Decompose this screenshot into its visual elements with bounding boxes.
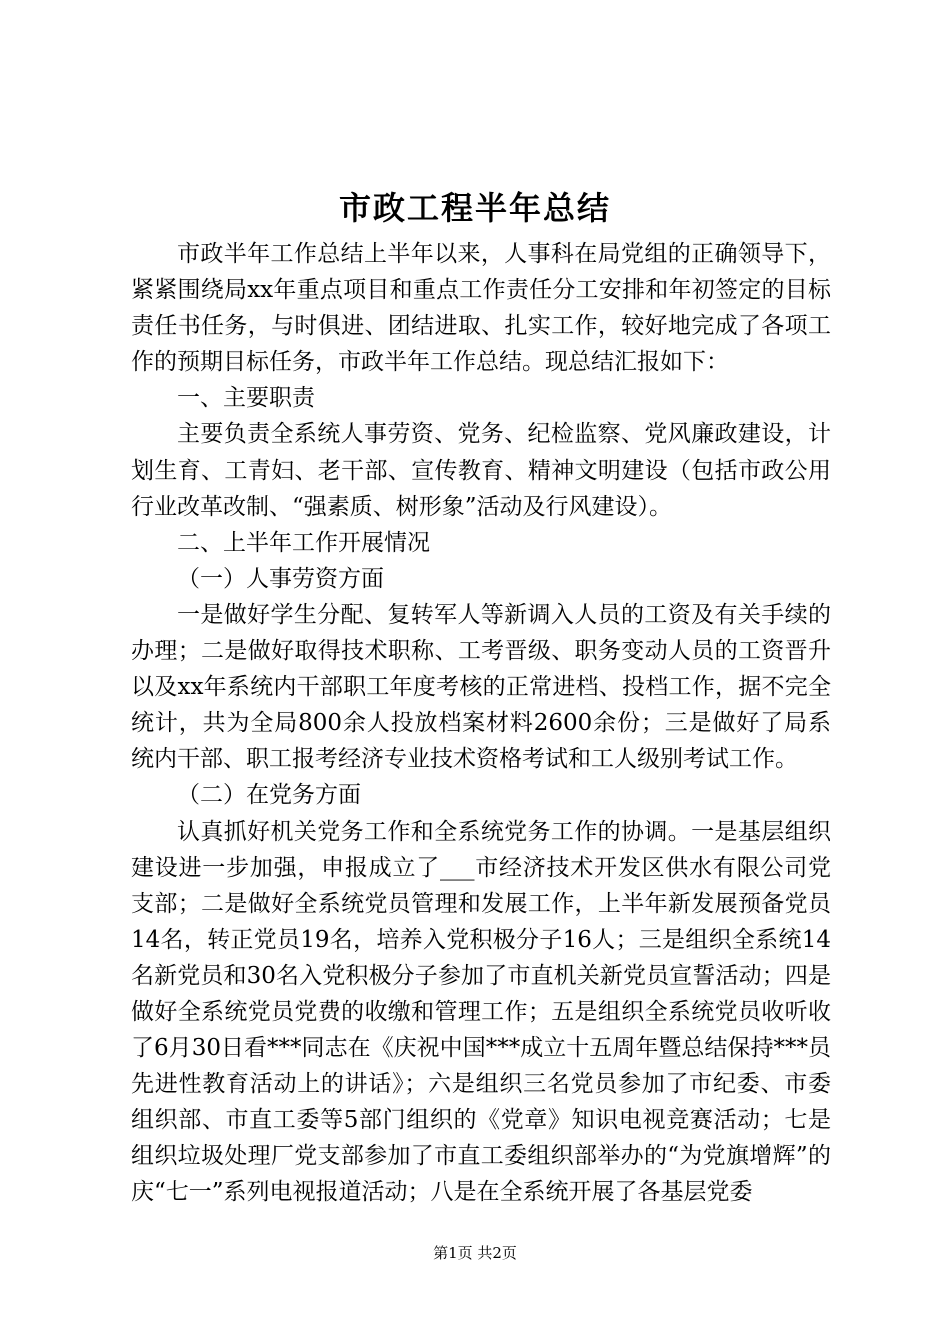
- section-heading-progress: 二、上半年工作开展情况: [177, 529, 430, 556]
- page-number-footer: 第1页 共2页: [433, 1244, 517, 1262]
- subsection-heading-personnel: （一）人事劳资方面: [177, 565, 384, 592]
- subsection-heading-party: （二）在党务方面: [177, 782, 361, 809]
- paragraph-party: 认真抓好机关党务工作和全系统党务工作的协调。一是基层组织建设进一步加强，申报成立了___市经济技术开发区供水有限公司党支部；二是做好全系统党员管理和发展工作，上半年新发展预备党员14名，转正党员19名，培养入党积极分子16人；三是组织全系统14名新党员和30名入党积极分子参加了市直机关新党员宣誓活动；四是做好全系统党员党费的收缴和管理工作；五是组织全系统党员收听收了6月30日看***同志在《庆祝中国***成立十五周年暨总结保持***员先进性教育活动上的讲话》；六是组织三名党员参加了市纪委、市委组织部、市直工委等5部门组织的《党章》知识电视竞赛活动；七是组织垃圾处理厂党支部参加了市直工委组织部举办的“为党旗增辉”的庆“七一”系列电视报道活动；八是在全系统开展了各基层党委: [131, 818, 831, 1206]
- paragraph-intro: 市政半年工作总结上半年以来，人事科在局党组的正确领导下，紧紧围绕局xx年重点项目和重点工作责任分工安排和年初签定的目标责任书任务，与时俱进、团结进取、扎实工作，较好地完成了各项工作的预期目标任务，市政半年工作总结。现总结汇报如下：: [131, 241, 831, 376]
- section-heading-duties: 一、主要职责: [177, 385, 315, 412]
- paragraph-personnel: 一是做好学生分配、复转军人等新调入人员的工资及有关手续的办理；二是做好取得技术职称、工考晋级、职务变动人员的工资晋升以及xx年系统内干部职工年度考核的正常进档、投档工作，据不完全统计，共为全局800余人投放档案材料2600余份；三是做好了局系统内干部、职工报考经济专业技术资格考试和工人级别考试工作。: [131, 601, 831, 773]
- document-title: 市政工程半年总结: [338, 189, 611, 227]
- document-body: [131, 236, 831, 1211]
- paragraph-duties: 主要负责全系统人事劳资、党务、纪检监察、党风廉政建设，计划生育、工青妇、老干部、宣传教育、精神文明建设（包括市政公用行业改革改制、“强素质、树形象”活动及行风建设）。: [131, 421, 831, 520]
